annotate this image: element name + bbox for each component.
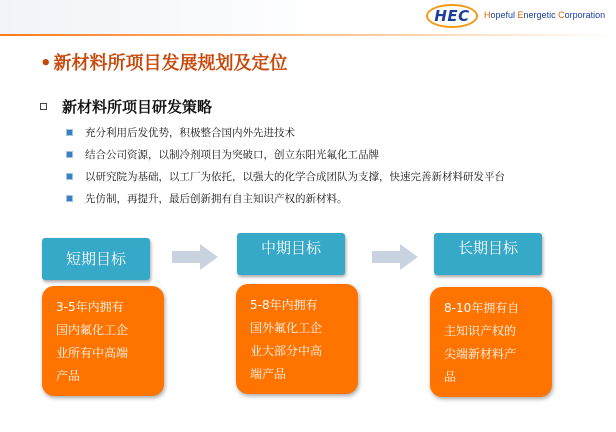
section-heading: 新材料所项目研发策略: [62, 98, 213, 116]
long-term-goal-detail: 8-10年拥有自 主知识产权的 尖端新材料产 品: [430, 287, 552, 397]
hec-logo: [426, 4, 478, 28]
short-term-goal-detail: 3-5年内拥有 国内氟化工企 业所有中高端 产品: [42, 286, 164, 396]
long-term-goal-label: 长期目标: [434, 233, 542, 275]
list-item: 先仿制，再提升，最后创新拥有自主知识产权的新材料。: [66, 192, 505, 214]
short-term-goal-label: 短期目标: [42, 238, 150, 280]
mid-term-goal-detail: 5-8年内拥有 国外氟化工企 业大部分中高 端产品: [236, 284, 358, 394]
title-text: 新材料所项目发展规划及定位: [53, 53, 288, 74]
section-bullet-icon: [40, 103, 47, 110]
square-bullet-icon: [66, 129, 73, 136]
square-bullet-icon: [66, 151, 73, 158]
arrow-right-icon: [372, 244, 418, 270]
title-bullet: •: [40, 53, 52, 74]
company-name: Hopeful Energetic Corporation: [484, 10, 606, 20]
page-title: [40, 49, 288, 75]
list-item: 充分利用后发优势，积极整合国内外先进技术: [66, 126, 505, 148]
header-divider: [0, 34, 616, 36]
square-bullet-icon: [66, 173, 73, 180]
square-bullet-icon: [66, 195, 73, 202]
logo-text: HEC: [434, 7, 470, 25]
list-item: 以研究院为基础，以工厂为依托，以强大的化学合成团队为支撑，快速完善新材料研发平台: [66, 170, 505, 192]
mid-term-goal-label: 中期目标: [237, 233, 345, 275]
list-item: 结合公司资源，以制冷剂项目为突破口，创立东阳光氟化工品牌: [66, 148, 505, 170]
strategy-list: [66, 126, 505, 214]
arrow-right-icon: [172, 244, 218, 270]
